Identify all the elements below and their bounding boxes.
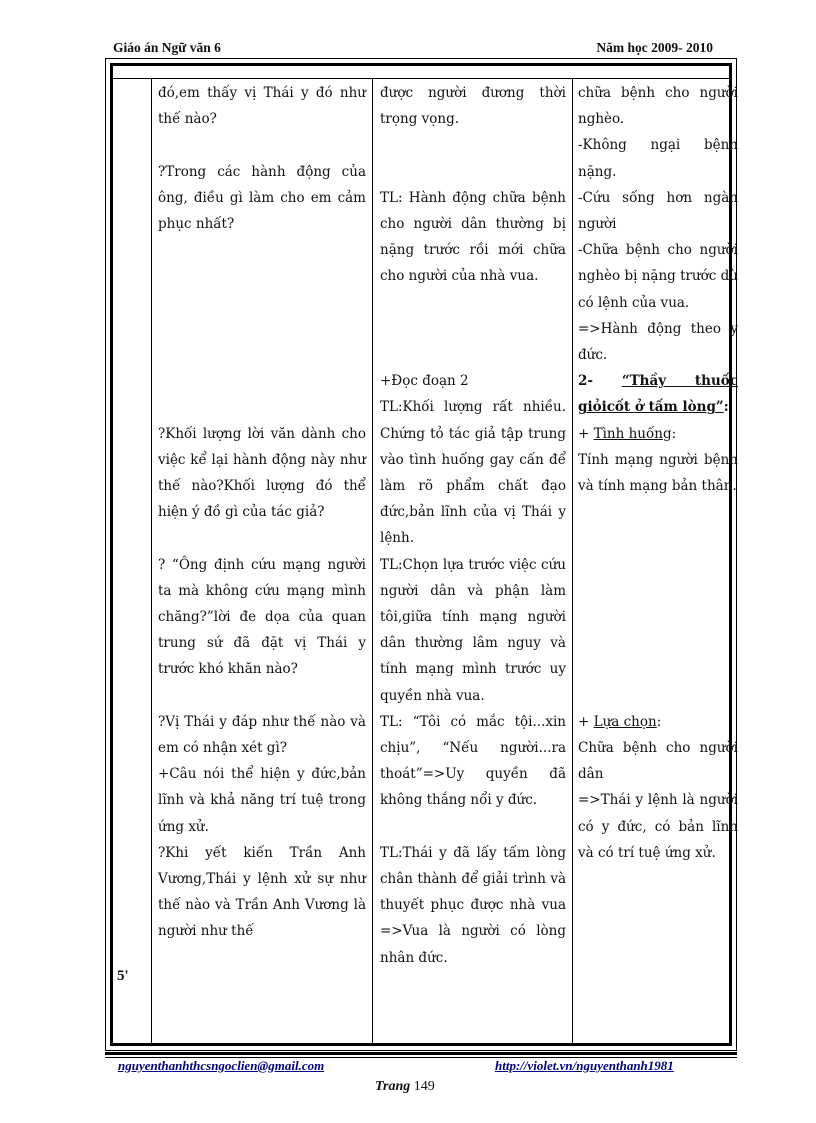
question-text: ?Vị Thái y đáp như thế nào và em có nhận xét gì? (158, 713, 366, 756)
bullet-plus: + (578, 713, 594, 730)
question-text: ?Trong các hành động của ông, điều gì làm cho em cảm phục nhất? (158, 163, 366, 232)
situation-line (578, 421, 738, 447)
answer-text: +Đọc đoạn 2 (380, 373, 469, 390)
summary-text: =>Hành động theo y đức. (578, 320, 738, 364)
section-number: 2- (578, 373, 622, 390)
choice-line (578, 709, 738, 735)
answer-text: TL:Khối lượng rất nhiều. Chứng tỏ tác giả tập trung vào tình huống gay cấn để làm rõ phẩm chất đạo đức,bản lĩnh của vị Thái y lệnh. (380, 399, 566, 547)
page-number (375, 1079, 435, 1095)
summary-text: Chữa bệnh cho người dân (578, 739, 738, 783)
question-text: ? “Ông định cứu mạng người ta mà không cứu mạng mình chăng?”lời đe dọa của quan trung sứ đã đặt vị Thái y trước khó khăn nào? (158, 556, 366, 678)
school-year: Năm học 2009- 2010 (596, 40, 713, 55)
situation-label: Tình huống (593, 425, 672, 442)
page-number-value: 149 (413, 1079, 435, 1094)
column-divider-1 (151, 78, 152, 1043)
summary-text: -Cứu sống hơn ngàn người (578, 189, 738, 233)
answer-text: TL: “Tôi có mắc tội...xin chịu”, “Nếu người...ra thoát”=>Uy quyền đã không thắng nổi y đức. (380, 713, 566, 809)
question-text: ?Khối lượng lời văn dành cho việc kể lại hành động này như thế nào?Khối lượng đó thể hiện ý đồ gì của tác giả? (158, 425, 366, 521)
table-top-rule (113, 78, 729, 79)
answer-text: TL: Hành động chữa bệnh cho người dân thường bị nặng trước rồi mới chữa cho người của nhà vua. (380, 189, 566, 285)
question-text: +Câu nói thể hiện y đức,bản lĩnh và khả năng trí tuệ trong ứng xử. (158, 766, 366, 835)
content-summary-column (578, 80, 738, 866)
footer-rule (105, 1052, 737, 1055)
answer-text: TL:Chọn lựa trước việc cứu người dân và phận làm tôi,giữa tính mạng người dân thường lâm nguy và tính mạng mình trước uy quyền nhà vua. (380, 556, 566, 704)
section-colon: : (723, 399, 729, 416)
bullet-plus: + (578, 425, 594, 442)
answer-text: được người đương thời trọng vọng. (380, 85, 566, 128)
summary-text: chữa bệnh cho người nghèo. (578, 85, 738, 128)
section-heading (578, 368, 738, 420)
teacher-questions-column (158, 80, 366, 945)
answer-text: TL:Thái y đã lấy tấm lòng chân thành để giải trình và thuyết phục được nhà vua =>Vua là người có lòng nhân đức. (380, 844, 566, 966)
question-text: đó,em thấy vị Thái y đó như thế nào? (158, 85, 366, 128)
column-divider-2 (372, 78, 373, 1043)
label-colon: : (671, 425, 677, 442)
label-colon: : (656, 713, 662, 730)
section-title: “Thầy thuốc giỏicốt ở tấm lòng” (578, 373, 738, 416)
time-marker: 5' (117, 968, 129, 984)
summary-text: =>Thái y lệnh là người có y đức, có bản lĩnh và có trí tuệ ứng xử. (578, 792, 738, 861)
author-website-link[interactable]: http://violet.vn/nguyenthanh1981 (495, 1058, 674, 1073)
page-header (113, 40, 713, 60)
summary-text: Tính mạng người bệnh và tính mạng bản thân. (578, 451, 738, 495)
page-label: Trang (375, 1079, 411, 1094)
document-title: Giáo án Ngữ văn 6 (113, 40, 221, 55)
column-divider-3 (572, 78, 573, 1043)
summary-text: -Chữa bệnh cho người nghèo bị nặng trước dù có lệnh của vua. (578, 242, 738, 311)
student-answers-column (380, 80, 566, 971)
author-email-link[interactable]: nguyenthanhthcsngoclien@gmail.com (118, 1058, 325, 1073)
question-text: ?Khi yết kiến Trần Anh Vương,Thái y lệnh xử sự như thế nào và Trần Anh Vương là người như thế (158, 844, 366, 940)
summary-text: -Không ngại bệnh nặng. (578, 137, 738, 180)
choice-label: Lựa chọn (593, 713, 657, 730)
